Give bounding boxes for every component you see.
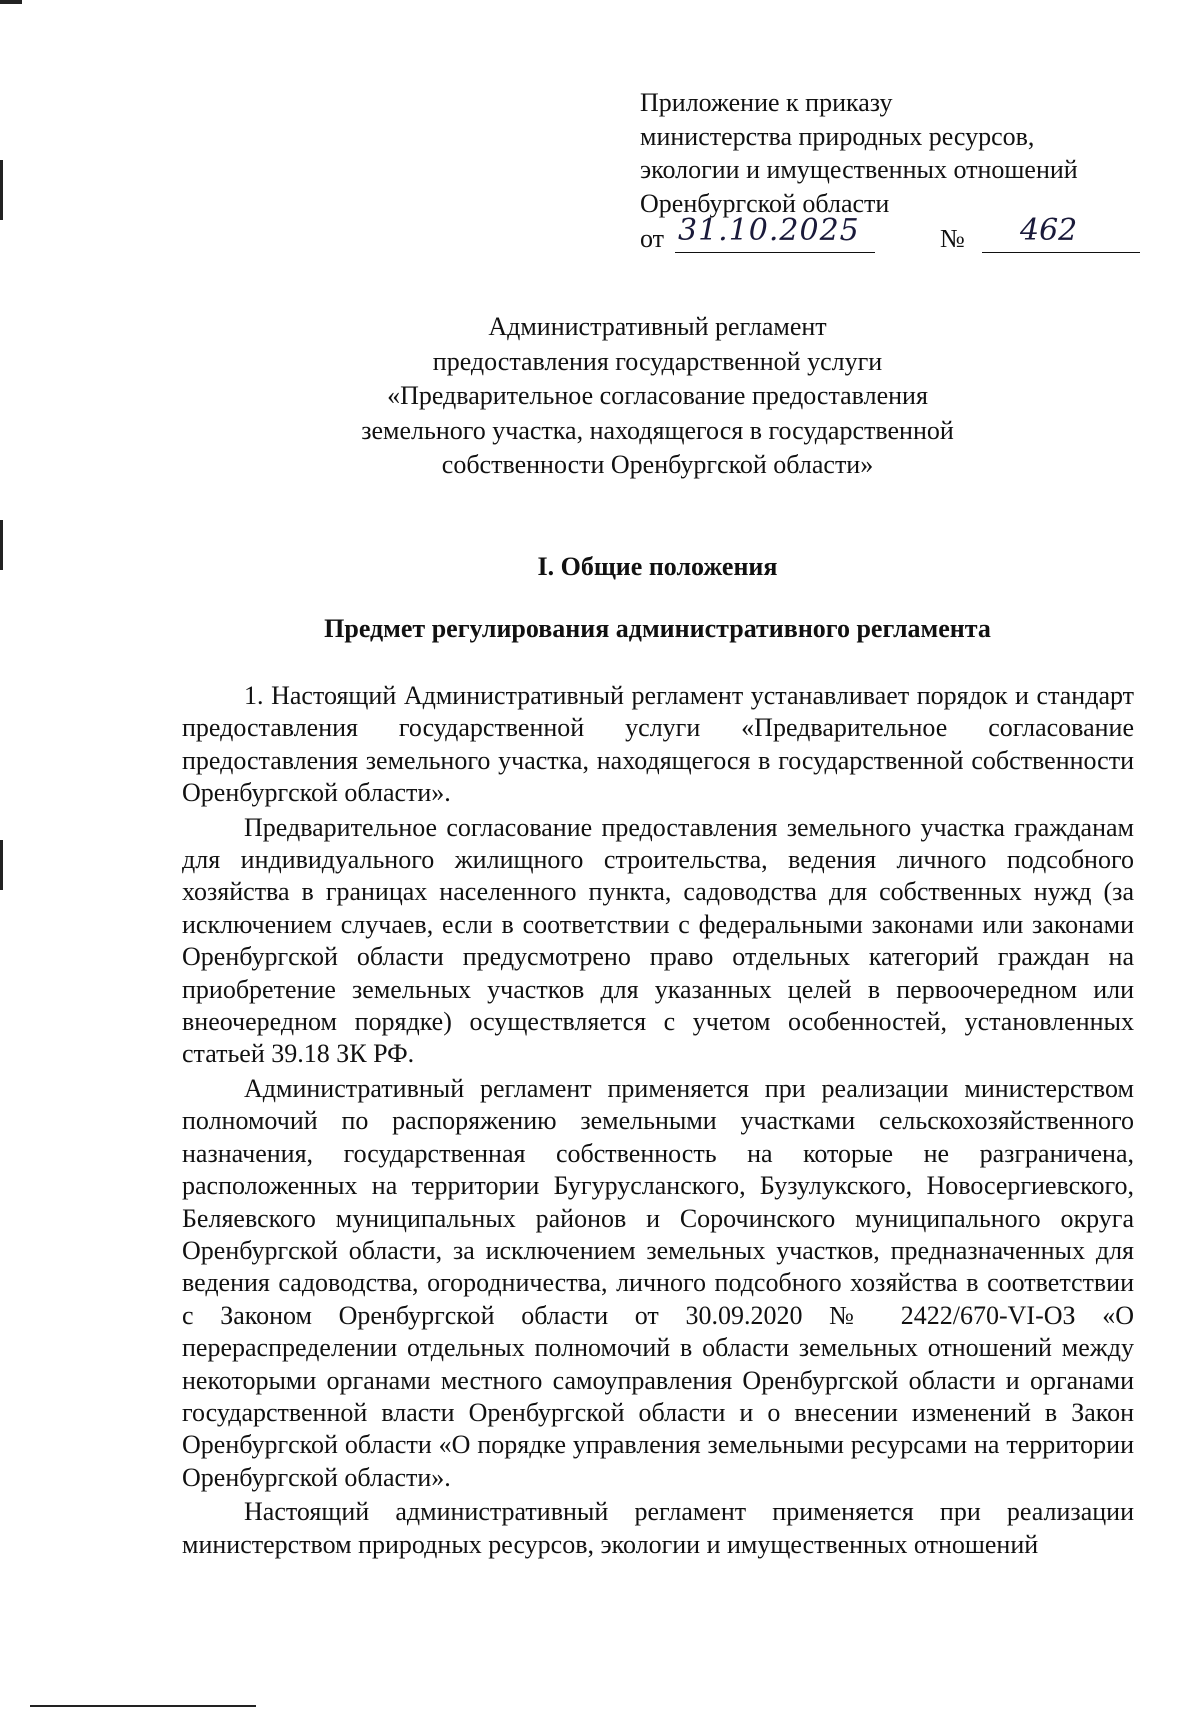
appendix-line: министерства природных ресурсов,	[640, 121, 1035, 151]
title-line: земельного участка, находящегося в государственной	[361, 415, 954, 445]
scan-edge-mark	[0, 520, 3, 570]
appendix-header	[640, 86, 1140, 256]
section-heading: I. Общие положения	[537, 552, 778, 581]
scan-edge-mark	[0, 160, 3, 220]
scan-edge-mark	[0, 840, 3, 890]
paragraph: Предварительное согласование предоставления земельного участка гражданам для индивидуального жилищного строительства, ведения личного подсобного хозяйства в границах населенного пункта, садоводства для собственных нужд (за исключением случаев, если в соответствии с федеральными законами или законами Оренбургской области предусмотрено право отдельных категорий граждан на приобретение земельных участков для указанных целей в первоочередном или внеочередном порядке) осуществляется с учетом особенностей, установленных статьей 39.18 ЗК РФ.	[182, 812, 1134, 1069]
paragraph: 1. Настоящий Административный регламент устанавливает порядок и стандарт предоставления государственной услуги «Предварительное согласование предоставления земельного участка, находящегося в государственной собственности Оренбургской области».	[182, 681, 1134, 808]
appendix-line: Оренбургской области	[640, 188, 890, 218]
scan-edge-mark	[0, 0, 22, 4]
number-sign: №	[940, 224, 965, 253]
paragraph: Административный регламент применяется при реализации министерством полномочий по распоряжению земельными участками сельскохозяйственного назначения, государственная собственность на которые не разграничена, расположенных на территории Бугурусланского, Бузулукского, Новосергиевского, Беляевского муниципальных районов и Сорочинского муниципального округа Оренбургской области, за исключением земельных участков, предназначенных для ведения садоводства, огородничества, личного подсобного хозяйства в соответствии с Законом Оренбургской области от 30.09.2020 № 2422/670-VI-ОЗ «О перераспределении отдельных полномочий в области земельных отношений между некоторыми органами местного самоуправления Оренбургской области и органами государственной власти Оренбургской области и о внесении изменений в Закон Оренбургской области «О порядке управления земельными ресурсами на территории Оренбургской области».	[182, 1073, 1134, 1492]
appendix-line: экологии и имущественных отношений	[640, 155, 1078, 184]
handwritten-date: 31.10.2025	[678, 213, 860, 248]
appendix-line: Приложение к приказу	[640, 88, 893, 117]
footer-rule	[30, 1705, 256, 1707]
title-line: собственности Оренбургской области»	[441, 450, 874, 479]
body-text	[182, 680, 1134, 1563]
date-number-line	[640, 213, 1140, 256]
title-line: Административный регламент	[488, 312, 827, 341]
section-subheading: Предмет регулирования административного регламента	[324, 614, 991, 643]
handwritten-number: 462	[1020, 213, 1078, 248]
document-title	[180, 310, 1135, 483]
date-prefix: от	[640, 224, 665, 253]
title-line: «Предварительное согласование предоставления	[387, 381, 928, 410]
paragraph: Настоящий административный регламент применяется при реализации министерством природных ресурсов, экологии и имущественных отношений	[182, 1497, 1134, 1559]
title-line: предоставления государственной услуги	[432, 346, 883, 376]
